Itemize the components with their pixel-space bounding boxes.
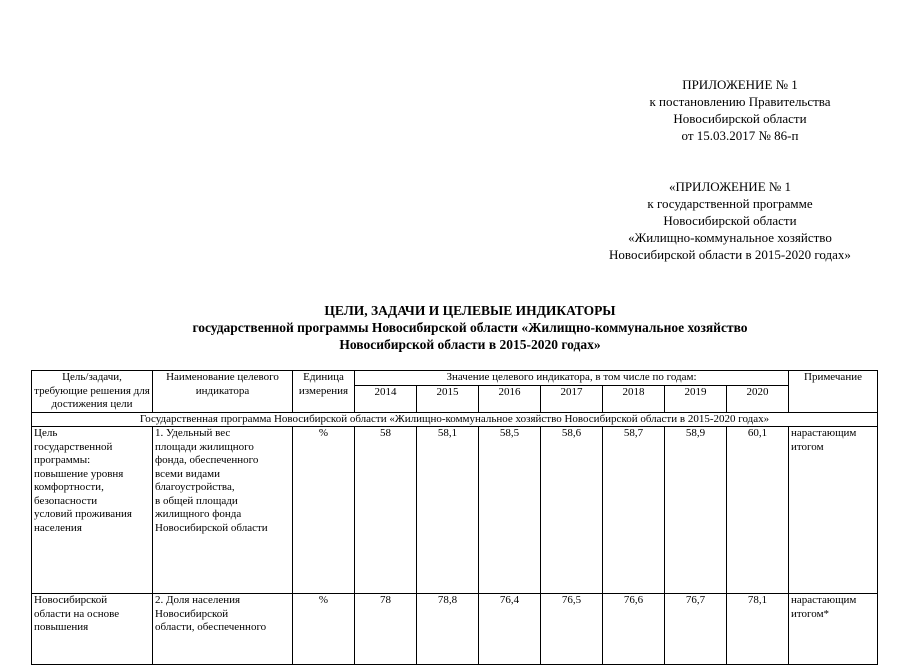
indicator-cell: 2. Доля населения Новосибирской области, обеспеченного [153, 594, 293, 665]
title-line-3: Новосибирской области в 2015-2020 годах» [339, 337, 601, 352]
value-cell: 58,7 [603, 427, 665, 594]
header-unit: Единица измерения [293, 371, 355, 413]
value-cell: 78,8 [417, 594, 479, 665]
header-goals: Цель/задачи, требующие решения для достижения цели [32, 371, 153, 413]
table-row [32, 594, 878, 665]
unit-cell: % [293, 427, 355, 594]
value-cell: 58,6 [541, 427, 603, 594]
header-year: 2015 [417, 385, 479, 412]
program-row: Государственная программа Новосибирской области «Жилищно-коммунальное хозяйство Новосибирской области в 2015-2020 годах» [32, 412, 878, 427]
value-cell: 60,1 [727, 427, 789, 594]
program-appendix-line5: Новосибирской области в 2015-2020 годах» [609, 247, 851, 262]
appendix-label: ПРИЛОЖЕНИЕ № 1 [682, 77, 798, 92]
unit-cell: % [293, 594, 355, 665]
header-note: Примечание [789, 371, 878, 413]
note-cell: нарастающим итогом [789, 427, 878, 594]
document-title [40, 302, 900, 353]
value-cell: 76,5 [541, 594, 603, 665]
value-cell: 58,9 [665, 427, 727, 594]
header-year: 2017 [541, 385, 603, 412]
indicator-cell: 1. Удельный вес площади жилищного фонда, обеспеченного всеми видами благоустройства, в общей площади жилищного фонда Новосибирской области [153, 427, 293, 594]
title-line-1: ЦЕЛИ, ЗАДАЧИ И ЦЕЛЕВЫЕ ИНДИКАТОРЫ [324, 303, 616, 318]
value-cell: 76,6 [603, 594, 665, 665]
indicators-table [31, 370, 878, 665]
value-cell: 78,1 [727, 594, 789, 665]
header-year: 2014 [355, 385, 417, 412]
goal-cell: Цель государственной программы: повышение уровня комфортности, безопасности условий проживания населения [32, 427, 153, 594]
header-year: 2018 [603, 385, 665, 412]
note-cell: нарастающим итогом* [789, 594, 878, 665]
header-year: 2019 [665, 385, 727, 412]
program-appendix-label: «ПРИЛОЖЕНИЕ № 1 [668, 179, 792, 194]
value-cell: 76,4 [479, 594, 541, 665]
value-cell: 78 [355, 594, 417, 665]
program-appendix-line3: Новосибирской области [663, 213, 797, 228]
value-cell: 58,1 [417, 427, 479, 594]
appendix-date-number: от 15.03.2017 № 86-п [681, 128, 799, 143]
value-cell: 76,7 [665, 594, 727, 665]
title-line-2: государственной программы Новосибирской области «Жилищно-коммунальное хозяйство [192, 320, 748, 335]
program-appendix-header [575, 178, 885, 263]
header-year: 2020 [727, 385, 789, 412]
header-indicator: Наименование целевого индикатора [153, 371, 293, 413]
appendix-header [600, 76, 880, 144]
value-cell: 58,5 [479, 427, 541, 594]
appendix-region: Новосибирской области [673, 111, 807, 126]
header-year: 2016 [479, 385, 541, 412]
appendix-resolution: к постановлению Правительства [649, 94, 831, 109]
header-values: Значение целевого индикатора, в том числе по годам: [355, 371, 789, 386]
value-cell: 58 [355, 427, 417, 594]
goal-cell: Новосибирской области на основе повышения [32, 594, 153, 665]
table-row [32, 427, 878, 594]
program-appendix-line4: «Жилищно-коммунальное хозяйство [628, 230, 832, 245]
program-appendix-line2: к государственной программе [647, 196, 813, 211]
